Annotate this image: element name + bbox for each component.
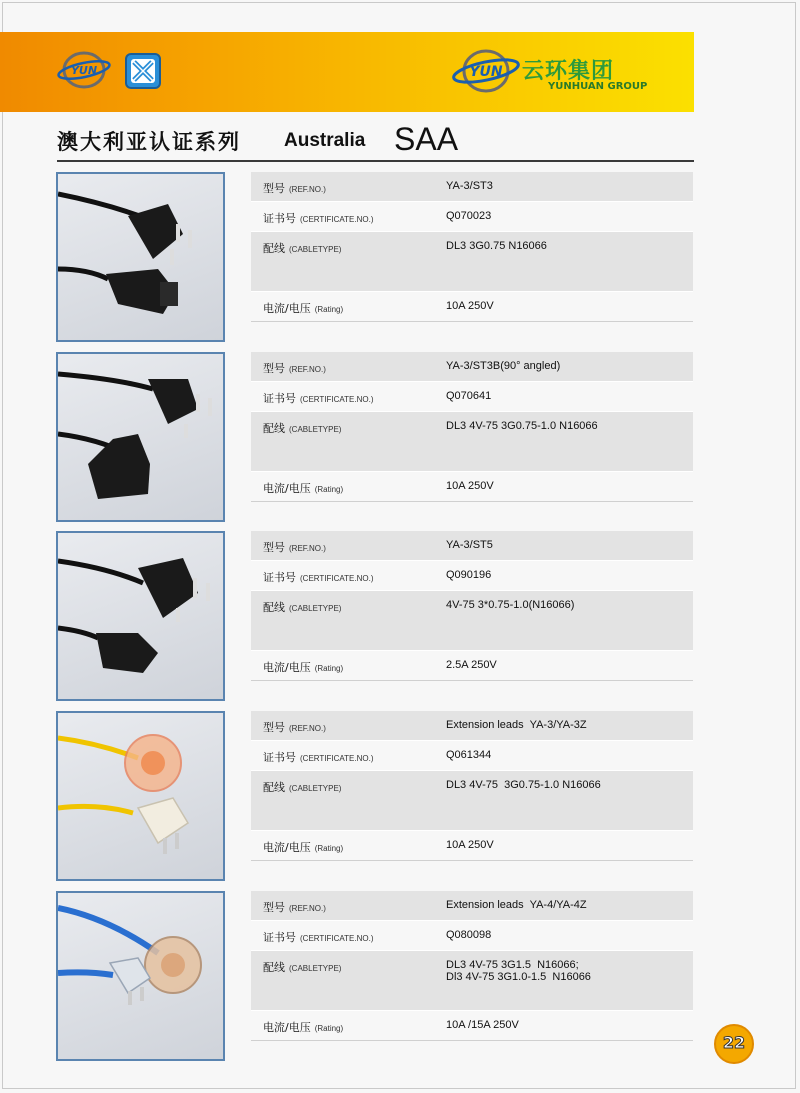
spec-row-cable: [251, 771, 693, 831]
svg-text:YUN: YUN: [70, 64, 98, 77]
cable-value: DL3 4V-75 3G0.75-1.0 N16066: [446, 779, 601, 791]
spec-row-rating: [251, 831, 693, 861]
cable-value: DL3 3G0.75 N16066: [446, 240, 547, 252]
certification-mark-icon: [125, 53, 161, 89]
rating-value: 10A /15A 250V: [446, 1019, 519, 1031]
product-card: [56, 891, 693, 1061]
ref-value: YA-3/ST5: [446, 539, 493, 551]
rating-label-en: (Rating): [314, 305, 344, 314]
spec-row-ref: [251, 172, 693, 202]
cable-label-en: (CABLETYPE): [289, 964, 342, 973]
brand-name-en: YUNHUAN GROUP: [548, 81, 648, 92]
spec-table: [251, 172, 693, 322]
ref-label: 型号: [263, 541, 285, 554]
product-photo: [56, 891, 225, 1061]
ref-label-en: (REF.NO.): [289, 904, 326, 913]
spec-row-ref: [251, 711, 693, 741]
cable-label: 配线: [263, 242, 285, 255]
cert-label-en: (CERTIFICATE.NO.): [300, 934, 374, 943]
spec-row-cable: [251, 951, 693, 1011]
ref-value: Extension leads YA-4/YA-4Z: [446, 899, 587, 911]
rating-label-en: (Rating): [314, 844, 344, 853]
spec-row-cable: [251, 232, 693, 292]
svg-text:YUN: YUN: [469, 64, 503, 80]
product-photo: [56, 711, 225, 881]
rating-label: 电流/电压: [263, 661, 311, 674]
ref-label: 型号: [263, 182, 285, 195]
cert-label: 证书号: [263, 212, 296, 225]
product-photo: [56, 172, 225, 342]
spec-table: [251, 711, 693, 861]
ref-label: 型号: [263, 901, 285, 914]
spec-table: [251, 352, 693, 502]
cert-label: 证书号: [263, 931, 296, 944]
cert-value: Q090196: [446, 569, 492, 581]
cable-value: DL3 4V-75 3G0.75-1.0 N16066: [446, 420, 598, 432]
cert-value: Q080098: [446, 929, 492, 941]
spec-row-cert: [251, 741, 693, 771]
cable-label: 配线: [263, 601, 285, 614]
ref-value: YA-3/ST3: [446, 180, 493, 192]
cable-label: 配线: [263, 781, 285, 794]
rating-value: 10A 250V: [446, 480, 494, 492]
cable-label: 配线: [263, 422, 285, 435]
cable-label-en: (CABLETYPE): [289, 245, 342, 254]
spec-row-rating: [251, 472, 693, 502]
plug-photo-icon: [58, 533, 223, 699]
cert-label-en: (CERTIFICATE.NO.): [300, 574, 374, 583]
ref-label-en: (REF.NO.): [289, 724, 326, 733]
rating-label-en: (Rating): [314, 485, 344, 494]
spec-row-ref: [251, 352, 693, 382]
spec-row-cert: [251, 202, 693, 232]
ref-value: Extension leads YA-3/YA-3Z: [446, 719, 587, 731]
spec-row-ref: [251, 891, 693, 921]
rating-label: 电流/电压: [263, 841, 311, 854]
product-card: [56, 352, 693, 522]
cable-label-en: (CABLETYPE): [289, 604, 342, 613]
product-card: [56, 172, 693, 342]
product-photo: [56, 352, 225, 522]
spec-row-rating: [251, 651, 693, 681]
cert-label-en: (CERTIFICATE.NO.): [300, 215, 374, 224]
spec-row-cert: [251, 561, 693, 591]
cert-label: 证书号: [263, 392, 296, 405]
rating-label: 电流/电压: [263, 1021, 311, 1034]
cable-value: 4V-75 3*0.75-1.0(N16066): [446, 599, 575, 611]
spec-row-cable: [251, 412, 693, 472]
rating-label-en: (Rating): [314, 664, 344, 673]
plug-photo-icon: [58, 713, 223, 879]
page-title: [57, 120, 694, 162]
ref-label: 型号: [263, 721, 285, 734]
title-en: Australia: [284, 130, 366, 151]
plug-photo-icon: [58, 354, 223, 520]
cable-value: DL3 4V-75 3G1.5 N16066; Dl3 4V-75 3G1.0-1.5 N16066: [446, 959, 591, 983]
cert-label-en: (CERTIFICATE.NO.): [300, 754, 374, 763]
cert-value: Q070023: [446, 210, 492, 222]
spec-row-rating: [251, 292, 693, 322]
rating-value: 10A 250V: [446, 300, 494, 312]
plug-photo-icon: [58, 174, 223, 340]
spec-row-cert: [251, 382, 693, 412]
title-standard: SAA: [394, 121, 459, 157]
rating-label-en: (Rating): [314, 1024, 344, 1033]
ref-label: 型号: [263, 362, 285, 375]
spec-row-cable: [251, 591, 693, 651]
product-card: [56, 711, 693, 881]
spec-row-cert: [251, 921, 693, 951]
ref-label-en: (REF.NO.): [289, 544, 326, 553]
rating-label: 电流/电压: [263, 482, 311, 495]
cable-label-en: (CABLETYPE): [289, 425, 342, 434]
title-cn: 澳大利亚认证系列: [57, 130, 241, 154]
cert-label-en: (CERTIFICATE.NO.): [300, 395, 374, 404]
rating-value: 2.5A 250V: [446, 659, 497, 671]
spec-row-ref: [251, 531, 693, 561]
cert-value: Q070641: [446, 390, 492, 402]
ref-value: YA-3/ST3B(90° angled): [446, 360, 561, 372]
brand-name-cn: 云环集团: [522, 59, 615, 84]
ref-label-en: (REF.NO.): [289, 185, 326, 194]
yunhuan-group-logo-icon: [450, 45, 520, 97]
cable-label: 配线: [263, 961, 285, 974]
page-number-text: 22: [722, 1033, 746, 1052]
page-number: [714, 1024, 754, 1064]
product-photo: [56, 531, 225, 701]
spec-table: [251, 891, 693, 1041]
product-card: [56, 531, 693, 701]
cable-label-en: (CABLETYPE): [289, 784, 342, 793]
ref-label-en: (REF.NO.): [289, 365, 326, 374]
cert-label: 证书号: [263, 751, 296, 764]
cert-label: 证书号: [263, 571, 296, 584]
plug-photo-icon: [58, 893, 223, 1059]
yun-logo-icon: [56, 50, 112, 90]
spec-row-rating: [251, 1011, 693, 1041]
cert-value: Q061344: [446, 749, 492, 761]
rating-label: 电流/电压: [263, 302, 311, 315]
spec-table: [251, 531, 693, 681]
rating-value: 10A 250V: [446, 839, 494, 851]
